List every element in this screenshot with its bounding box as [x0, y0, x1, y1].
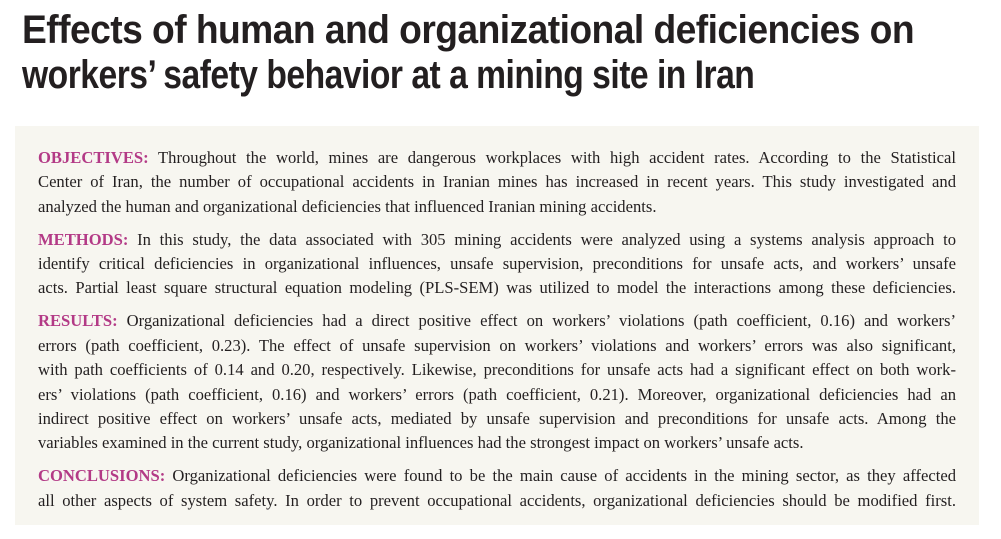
- objectives-label: OBJECTIVES:: [38, 148, 149, 167]
- article-title: [22, 8, 980, 98]
- objectives-line: [38, 146, 956, 170]
- objectives-line: Center of Iran, the number of occupational accidents in Iranian mines has increased in recent years. This study investigated and: [38, 172, 956, 192]
- methods-label: METHODS:: [38, 229, 129, 249]
- article-title-line-2: workers’ safety behavior at a mining site in Iran: [22, 53, 755, 97]
- methods-line: [38, 228, 956, 252]
- objectives-text: Throughout the world, mines are dangerous workplaces with high accident rates. According to the Statistical: [148, 148, 956, 167]
- results-line: ers’ violations (path coefficient, 0.16) and workers’ errors (path coefficient, 0.21). Moreover, organizational deficiencies had an: [38, 384, 956, 404]
- methods-line: acts. Partial least square structural equation modeling (PLS-SEM) was utilized to model the interactions among these deficiencies.: [38, 278, 956, 298]
- conclusions-line: [38, 464, 956, 488]
- results-line: errors (path coefficient, 0.23). The effect of unsafe supervision on workers’ violations and workers’ errors was also significant,: [38, 335, 956, 355]
- results-text: Organizational deficiencies had a direct positive effect on workers’ violations (path coefficient, 0.16) and workers’: [117, 311, 956, 331]
- conclusions-section: [38, 464, 956, 513]
- article-title-line-1: Effects of human and organizational deficiencies on: [22, 8, 915, 52]
- conclusions-label: CONCLUSIONS:: [38, 466, 166, 486]
- results-line: indirect positive effect on workers’ unsafe acts, mediated by unsafe supervision and preconditions for unsafe acts. Among the: [38, 408, 956, 428]
- methods-text: In this study, the data associated with 305 mining accidents were analyzed using a systems analysis approach to: [128, 229, 956, 249]
- abstract-box: [15, 126, 979, 525]
- conclusions-line: all other aspects of system safety. In order to prevent occupational accidents, organizational deficiencies should be modified first.: [38, 490, 956, 510]
- results-line: with path coefficients of 0.14 and 0.20, respectively. Likewise, preconditions for unsafe acts had a significant effect on both work-: [38, 360, 956, 380]
- results-label: RESULTS:: [38, 311, 118, 331]
- results-section: [38, 309, 956, 455]
- results-line: variables examined in the current study, organizational influences had the strongest impact on workers’ unsafe acts.: [38, 433, 804, 453]
- methods-section: [38, 228, 956, 301]
- objectives-section: [38, 146, 956, 219]
- results-line: [38, 309, 956, 333]
- methods-line: identify critical deficiencies in organizational influences, unsafe supervision, preconditions for unsafe acts, and workers’ unsafe: [38, 254, 956, 274]
- objectives-line: analyzed the human and organizational deficiencies that influenced Iranian mining accidents.: [38, 196, 657, 216]
- conclusions-text: Organizational deficiencies were found to be the main cause of accidents in the mining sector, as they affected: [165, 466, 956, 486]
